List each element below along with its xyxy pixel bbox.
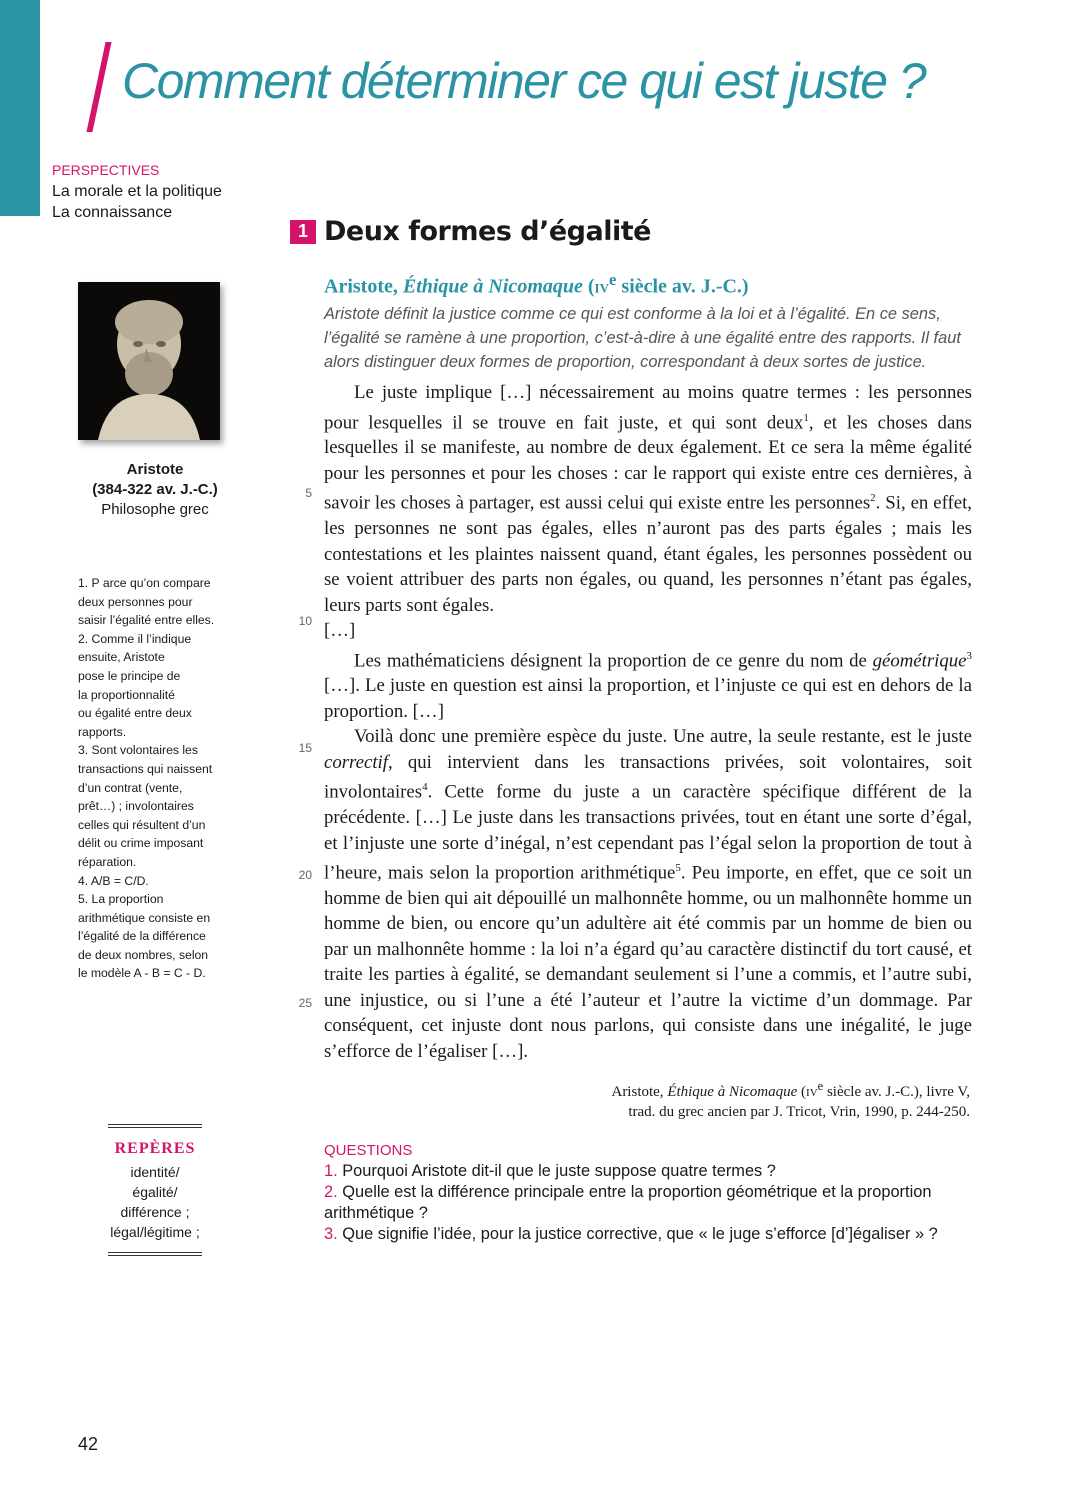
footnote-ref: 4 xyxy=(422,781,428,794)
text-span: Voilà donc une première espèce du juste. Une autre, la seule restante, est le juste xyxy=(354,726,972,748)
citation-line: trad. du grec ancien par J. Tricot, Vrin, 1990, p. 244-250. xyxy=(628,1104,970,1120)
text-span: . Si, en effet, les personnes ne sont pas égales, elles n’auront pas des parts égales ; mais les contestations et les plaintes naissent quand, étant égales, les personnes possèdent ou se voient attribuer des parts non égales, ou quand, les personnes n’étant pas égales, leurs parts sont égales. xyxy=(324,492,972,616)
perspective-item: La connaissance xyxy=(52,204,173,221)
footnote: 1. P arce qu’on compare deux personnes pour saisir l’égalité entre elles. xyxy=(78,576,215,628)
teal-side-bar xyxy=(0,0,40,216)
questions-title: QUESTIONS xyxy=(324,1142,413,1159)
reperes-bottom-rule xyxy=(108,1252,202,1256)
text-paragraph xyxy=(324,724,972,1064)
reperes-box xyxy=(108,1124,202,1256)
citation xyxy=(420,1076,970,1122)
source-century: iv xyxy=(594,276,609,297)
reperes-line: différence ; xyxy=(120,1204,190,1220)
questions-box xyxy=(324,1140,984,1245)
citation-line xyxy=(420,1076,970,1102)
portrait-caption xyxy=(60,460,250,520)
section-heading xyxy=(290,216,651,247)
question-number: 3. xyxy=(324,1225,338,1243)
footnote: 2. Comme il l’indique ensuite, Aristote pose le principe de la proportionnalité ou égalité entre deux rapports. xyxy=(78,631,192,739)
title-slash-mark xyxy=(86,42,111,132)
question-number: 1. xyxy=(324,1162,338,1180)
reperes-title: REPÈRES xyxy=(114,1140,196,1157)
philosopher-dates: (384-322 av. J.-C.) xyxy=(92,481,218,498)
line-number: 5 xyxy=(305,486,312,500)
question-item xyxy=(324,1182,984,1224)
main-text xyxy=(324,380,972,1064)
philosopher-role: Philosophe grec xyxy=(101,501,209,518)
aristotle-bust-image xyxy=(78,282,220,440)
footnote-ref: 1 xyxy=(803,411,809,424)
question-number: 2. xyxy=(324,1183,338,1201)
page-title: Comment déterminer ce qui est juste ? xyxy=(122,53,926,109)
citation-century: iv xyxy=(806,1084,818,1100)
text-span: . Cette forme du juste a un caractère spécifique différent de la précédente. […] Le juste dans les transactions privées, tout en étant une sorte d’égal, et l’injuste une sorte d’inégal, n’est cependant pas l’égal selon la proportion de tout à l’heure, mais selon la proportion arithmétique xyxy=(324,781,972,884)
citation-author: Aristote, xyxy=(611,1084,668,1100)
perspective-item: La morale et la politique xyxy=(52,183,222,200)
bust-illustration xyxy=(78,282,220,440)
citation-rest: siècle av. J.-C.), livre V, xyxy=(823,1084,970,1100)
text-emphasis: géométrique xyxy=(872,649,967,671)
reperes-top-rule xyxy=(108,1124,202,1128)
source-century-sup: e xyxy=(609,270,617,289)
section-title: Deux formes d’égalité xyxy=(324,216,651,247)
citation-work: Éthique à Nicomaque xyxy=(667,1084,798,1100)
line-number: 15 xyxy=(298,741,312,755)
source-date: siècle av. J.-C.) xyxy=(616,275,749,298)
footnote-ref: 3 xyxy=(966,649,972,662)
footnote-ref: 2 xyxy=(870,492,876,505)
citation-open: ( xyxy=(797,1084,807,1100)
text-span: , et les choses dans lesquelles il se manifeste, au nombre de deux également. Et ce sera la même égalité pour les personnes et pour les choses : car le rapport qui existe entre ces dernières, à savoir les choses à partager, est aussi celui qui existe entre les personnes xyxy=(324,411,972,514)
footnotes xyxy=(78,574,234,983)
footnote-ref: 5 xyxy=(675,862,681,875)
page-number: 42 xyxy=(78,1434,99,1454)
line-number: 10 xyxy=(298,614,312,628)
intro-paragraph: Aristote définit la justice comme ce qui est conforme à la loi et à l’égalité. En ce sens, l’égalité se ramène à une proportion, c’est-à-dire à une égalité entre des rapports. Il faut alors distinguer deux formes de proportion, correspondant à deux sortes de justice. xyxy=(324,305,961,371)
perspectives-label: PERSPECTIVES xyxy=(52,162,160,178)
text-paragraph xyxy=(324,380,972,618)
text-span: Les mathématiciens désignent la proportion de ce genre du nom de xyxy=(354,649,873,671)
section-number-badge: 1 xyxy=(290,220,316,244)
text-paragraph xyxy=(324,644,972,725)
text-span: . Peu importe, en effet, que ce soit un homme de bien qui ait dépouillé un malhonnête homme, ou un malhonnête homme un homme de bien, ou encore qu’un adultère ait été commis par un homme de bien ou par un malhonnête homme : la loi n’a égard qu’au caractère distinctif du tort causé, et traite les parties à égalité, se demandant seulement si l’une a commis, et l’autre subi, une injustice, ou si l’une a été l’auteur et l’autre la victime d’un dommage. Par conséquent, cet injuste dont nous parlons, qui consiste dans une inégalité, le juge s’efforce de l’égaliser […]. xyxy=(324,862,972,1062)
reperes-line: identité/égalité/ xyxy=(130,1164,180,1200)
question-item xyxy=(324,1224,984,1245)
citation-century-sup: e xyxy=(817,1079,824,1093)
reperes-line: légal/légitime ; xyxy=(110,1224,200,1240)
question-text: Quelle est la différence principale entre la proportion géométrique et la proportion arithmétique ? xyxy=(324,1183,932,1222)
line-number: 20 xyxy=(298,868,312,882)
footnote: 4. A/B = C/D. xyxy=(78,873,149,888)
text-span: […]. Le juste en question est ainsi la proportion, et l’injuste ce qui est en dehors de la proportion. […] xyxy=(324,675,972,722)
text-emphasis: correctif xyxy=(324,751,388,773)
question-item xyxy=(324,1161,984,1182)
text-span: Le juste implique […] nécessairement au moins quatre termes : les personnes pour lesquelles il se trouve en fait juste, et qui sont deux xyxy=(324,382,972,433)
question-text: Que signifie l’idée, pour la justice corrective, que « le juge s’efforce [d’]égaliser » ? xyxy=(342,1225,938,1243)
source-author: Aristote, xyxy=(324,275,403,298)
perspectives-box xyxy=(52,160,222,223)
source-heading xyxy=(324,270,749,299)
source-work: Éthique à Nicomaque xyxy=(402,275,583,298)
text-paragraph: […] xyxy=(324,620,356,642)
text-span: , qui intervient dans les transactions privées, soit volontaires, soit involontaires xyxy=(324,751,972,803)
footnote: 3. Sont volontaires les transactions qui naissent d’un contrat (vente, prêt…) ; involontaires celles qui résultent d’un délit ou crime imposant réparation. xyxy=(78,743,213,869)
line-number: 25 xyxy=(298,996,312,1010)
source-open: ( xyxy=(582,275,595,298)
footnote: 5. La proportion arithmétique consiste en l’égalité de la différence de deux nombres, selon le modèle A - B = C - D. xyxy=(78,892,211,981)
question-text: Pourquoi Aristote dit-il que le juste suppose quatre termes ? xyxy=(342,1162,776,1180)
philosopher-name: Aristote xyxy=(126,461,184,478)
